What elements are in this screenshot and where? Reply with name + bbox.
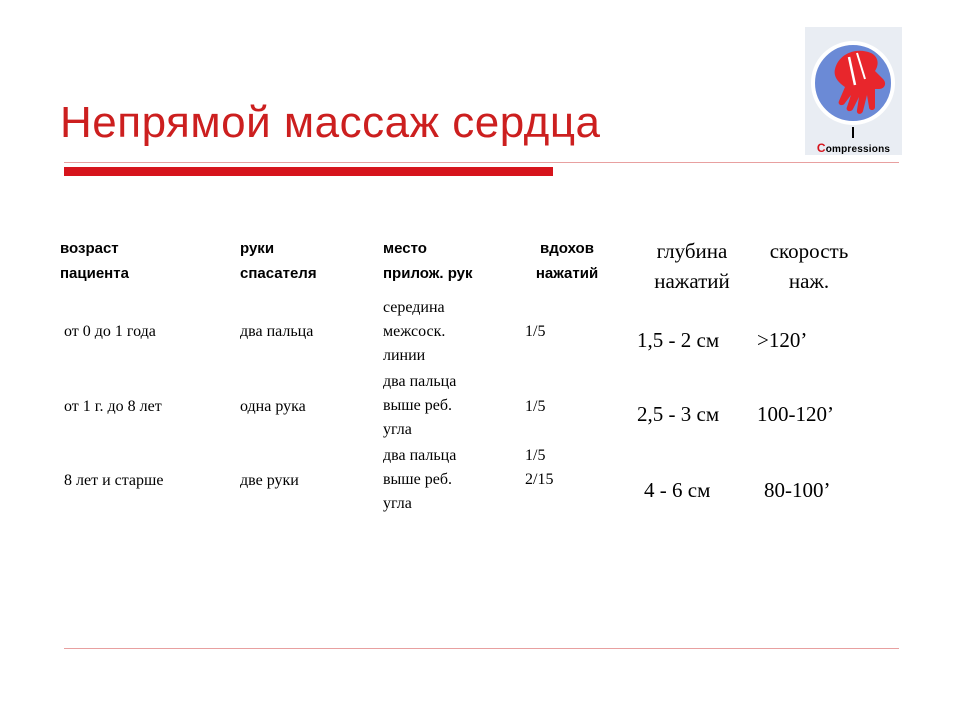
row3-hands: две руки [240,472,299,489]
row3-depth: 4 - 6 см [644,478,711,502]
row2-rate: 100-120’ [757,402,834,426]
hands-on-heart-icon [805,27,902,127]
row2-hands: одна рука [240,398,306,415]
row2-age: от 1 г. до 8 лет [64,398,162,415]
header-ratio: вдохов нажатий [535,240,599,282]
header-age: возраст пациента [60,240,129,282]
header-rate: скорость наж. [769,239,849,293]
logo-divider [852,127,854,138]
row1-depth: 1,5 - 2 см [637,328,720,352]
header-place: место прилож. рук [383,240,473,282]
row1-hands: два пальца [240,323,314,340]
row3-age: 8 лет и старше [64,472,164,489]
row2-place: два пальца выше реб. угла [383,373,457,438]
compressions-logo [805,27,902,155]
logo-label: Compressions [816,141,891,155]
row1-place: середина межсоск. линии [383,299,446,364]
row1-rate: >120’ [757,328,808,352]
title-divider-bar [64,167,553,176]
row3-rate: 80-100’ [764,478,831,502]
row3-place: два пальца выше реб. угла [383,447,457,512]
row2-ratio: 1/5 [525,398,546,415]
row1-ratio: 1/5 [525,323,546,340]
title-divider-thin [64,162,899,163]
footer-divider [64,648,899,649]
slide-title: Непрямой массаж сердца [60,98,601,147]
header-hands: руки спасателя [240,240,317,282]
row2-depth: 2,5 - 3 см [637,402,720,426]
row1-age: от 0 до 1 года [64,323,156,340]
header-depth: глубина нажатий [654,239,730,293]
row3-ratio: 1/5 2/15 [525,447,554,488]
